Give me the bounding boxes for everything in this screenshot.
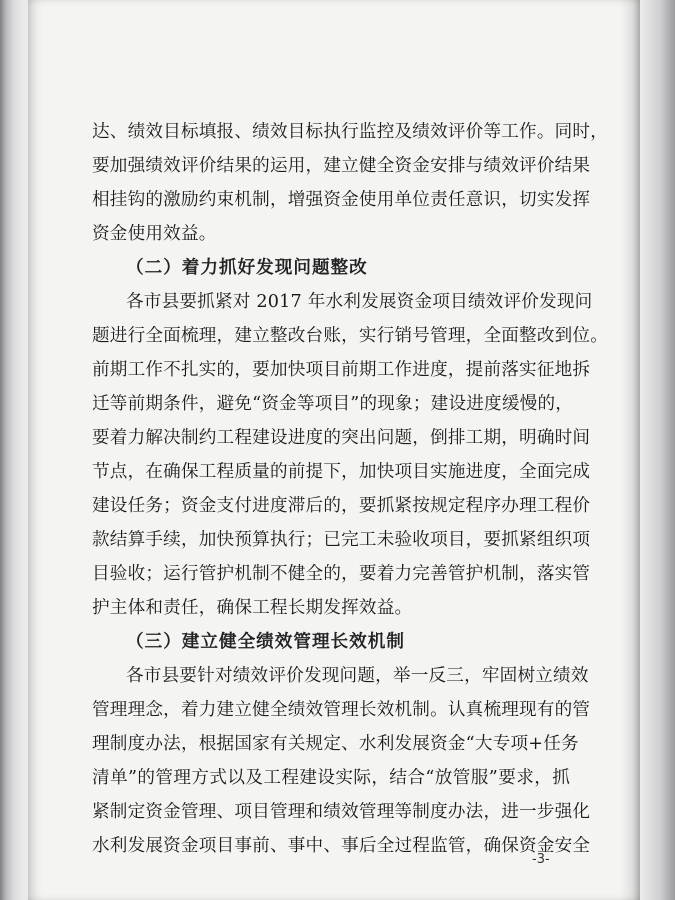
page-number: -3- (532, 852, 550, 867)
text-line: 管理理念，着力建立健全绩效管理长效机制。认真梳理现有的管 (92, 700, 591, 720)
text-line: 护主体和责任，确保工程长期发挥效益。 (92, 598, 413, 618)
text-line: 迁等前期条件，避免“资金等项目”的现象；建设进度缓慢的， (92, 394, 574, 414)
text-line: 各市县要抓紧对 2017 年水利发展资金项目绩效评价发现问 (126, 292, 593, 312)
text-line: 各市县要针对绩效评价发现问题，举一反三，牢固树立绩效 (126, 666, 589, 686)
text-line: 资金使用效益。 (92, 224, 217, 244)
text-line: 目验收；运行管护机制不健全的，要着力完善管护机制，落实管 (92, 564, 591, 584)
section-heading: （三）建立健全绩效管理长效机制 (126, 632, 405, 652)
text-line: 水利发展资金项目事前、事中、事后全过程监管，确保资金安全 (92, 836, 591, 856)
text-line: 要着力解决制约工程建设进度的突出问题，倒排工期，明确时间 (92, 428, 591, 448)
section-heading: （二）着力抓好发现问题整改 (126, 258, 368, 278)
text-line: 要加强绩效评价结果的运用，建立健全资金安排与绩效评价结果 (92, 156, 591, 176)
text-line: 建设任务；资金支付进度滞后的，要抓紧按规定程序办理工程价 (92, 496, 591, 516)
text-line: 紧制定资金管理、项目管理和绩效管理等制度办法，进一步强化 (92, 802, 591, 822)
text-line: 前期工作不扎实的，要加快项目前期工作进度，提前落实征地拆 (92, 360, 591, 380)
text-line: 清单”的管理方式以及工程建设实际，结合“放管服”要求，抓 (92, 768, 570, 788)
text-line: 理制度办法，根据国家有关规定、水利发展资金“大专项+任务 (92, 734, 579, 754)
text-line: 相挂钩的激励约束机制，增强资金使用单位责任意识，切实发挥 (92, 190, 591, 210)
text-line: 款结算手续，加快预算执行；已完工未验收项目，要抓紧组织项 (92, 530, 591, 550)
text-line: 节点，在确保工程质量的前提下，加快项目实施进度，全面完成 (92, 462, 591, 482)
text-line: 题进行全面梳理，建立整改台账，实行销号管理，全面整改到位。 (92, 326, 609, 346)
text-line: 达、绩效目标填报、绩效目标执行监控及绩效评价等工作。同时， (92, 122, 609, 142)
